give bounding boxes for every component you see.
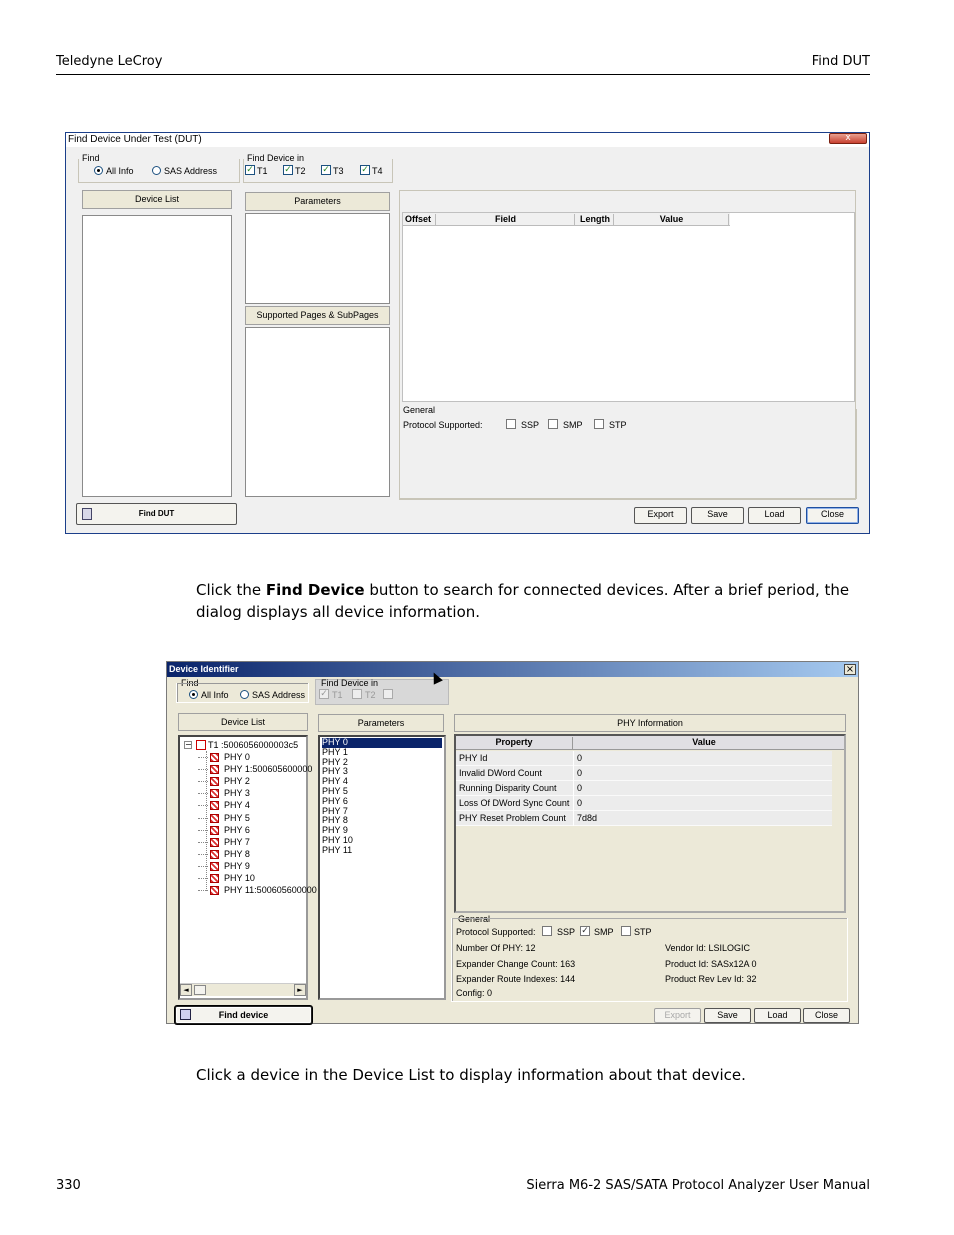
property-cell: PHY Reset Problem Count — [459, 813, 566, 823]
checkbox-ssp[interactable] — [542, 926, 552, 936]
col-value: Value — [692, 737, 716, 747]
paragraph-find-device — [196, 579, 876, 623]
info-product-id: Product Id: SASx12A 0 — [665, 959, 757, 969]
value-cell: 0 — [577, 768, 583, 778]
phy-icon — [210, 753, 219, 762]
checkbox-t3[interactable] — [383, 689, 393, 699]
property-cell: PHY Id — [459, 753, 488, 763]
phy-icon — [210, 826, 219, 835]
tree-item[interactable]: PHY 3 — [224, 788, 250, 799]
cell-divider — [573, 811, 574, 826]
header-right: Find DUT — [811, 54, 870, 69]
property-cell: Running Disparity Count — [459, 783, 557, 793]
parameter-item[interactable]: PHY 6 — [322, 795, 348, 806]
parameter-item[interactable]: PHY 1 — [322, 746, 348, 757]
para1-bold: Find Device — [265, 581, 365, 599]
find-label: Find — [82, 153, 100, 163]
tree-branch — [198, 805, 208, 806]
general-label: General — [458, 914, 491, 924]
field-table[interactable] — [402, 212, 855, 402]
parameter-item[interactable]: PHY 7 — [322, 805, 348, 816]
checkbox-t2[interactable]: ✓ — [284, 165, 292, 175]
value-cell: 0 — [577, 798, 583, 808]
cell-divider — [573, 781, 574, 796]
radio-sas-address[interactable] — [240, 690, 249, 699]
phy-icon — [210, 862, 219, 871]
scroll-thumb[interactable] — [194, 985, 206, 995]
phy-icon — [210, 874, 219, 883]
tree-item[interactable]: PHY 6 — [224, 824, 250, 835]
export-button[interactable]: Export — [654, 1008, 701, 1023]
info-config: Config: 0 — [456, 988, 493, 998]
phy-icon — [210, 886, 219, 895]
para1-pre: Click the — [196, 581, 266, 599]
tree-item[interactable]: PHY 0 — [224, 752, 250, 762]
tree-item[interactable]: PHY 9 — [224, 860, 250, 871]
cell-divider — [573, 751, 574, 766]
value-cell: 7d8d — [577, 813, 598, 823]
parameters-header: Parameters — [318, 714, 444, 732]
tree-branch — [198, 842, 208, 843]
col-field: Field — [437, 214, 575, 226]
header-left: Teledyne LeCroy — [56, 54, 163, 69]
radio-all-info[interactable] — [189, 690, 198, 699]
stp-label: STP — [634, 927, 652, 937]
tree-branch — [198, 878, 208, 879]
find-device-label: Find device — [218, 1010, 269, 1020]
ssp-label: SSP — [557, 927, 576, 937]
phy-icon — [210, 838, 219, 847]
grid-header — [456, 736, 844, 750]
value-cell: 0 — [577, 783, 583, 793]
property-cell: Invalid DWord Count — [459, 768, 542, 778]
col-length: Length — [576, 214, 614, 226]
device-list-header: Device List — [178, 713, 308, 731]
tree-root[interactable]: T1 :5006056000003c5 — [208, 740, 299, 750]
tree-branch — [198, 757, 208, 758]
info-product-rev: Product Rev Lev Id: 32 — [665, 974, 757, 984]
parameter-item[interactable]: PHY 11 — [322, 844, 353, 855]
dialog-title: Device Identifier — [169, 664, 239, 674]
field-table-header — [403, 213, 730, 226]
tree-line — [206, 751, 207, 891]
checkbox-smp[interactable] — [548, 419, 558, 429]
device-list-panel[interactable] — [82, 215, 232, 497]
find-dut-button[interactable] — [76, 503, 237, 525]
supported-pages-header: Supported Pages & SubPages — [245, 306, 390, 325]
tree-item[interactable]: PHY 1:500605600000 — [224, 764, 313, 775]
tree-item[interactable]: PHY 5 — [224, 812, 250, 823]
grid-row[interactable] — [456, 811, 832, 826]
parameter-item[interactable]: PHY 10 — [322, 835, 353, 845]
all-info-label: All Info — [106, 166, 134, 176]
checkbox-t1[interactable]: ✓ — [320, 689, 328, 699]
tree-branch — [198, 818, 208, 819]
device-identifier-dialog — [166, 661, 859, 1024]
find-in-label: Find Device in — [321, 678, 379, 688]
title-bar — [167, 662, 858, 677]
t2-label: T2 — [365, 690, 376, 700]
col-value: Value — [615, 214, 729, 226]
parameter-item[interactable]: PHY 4 — [322, 776, 348, 787]
phy-info-grid[interactable] — [454, 734, 846, 913]
sas-address-label: SAS Address — [164, 166, 218, 176]
device-icon — [196, 740, 206, 750]
checkbox-stp[interactable] — [621, 926, 631, 936]
tree-item[interactable]: PHY 11:500605600000 — [224, 885, 317, 896]
close-button[interactable]: Close — [806, 507, 859, 524]
grid-row[interactable] — [456, 781, 832, 796]
para1-post: button to search for connected devices. After a brief period, the dialog displays all device information. — [196, 581, 850, 621]
checkbox-smp[interactable]: ✓ — [581, 926, 589, 936]
info-num-phy: Number Of PHY: 12 — [456, 943, 536, 953]
protocol-label: Protocol Supported: — [403, 420, 483, 430]
phy-info-header: PHY Information — [454, 714, 846, 732]
tree-branch — [198, 781, 208, 782]
grid-row[interactable] — [456, 796, 832, 811]
t2-label: T2 — [295, 166, 306, 176]
load-button[interactable]: Load — [748, 507, 801, 524]
parameter-item[interactable]: PHY 8 — [322, 815, 348, 826]
parameter-item[interactable]: PHY 5 — [322, 786, 348, 796]
ssp-label: SSP — [521, 420, 540, 430]
load-button[interactable]: Load — [754, 1008, 801, 1023]
parameter-item[interactable]: PHY 2 — [322, 756, 348, 767]
scroll-left-icon[interactable]: ◄ — [180, 984, 192, 996]
all-info-label: All Info — [201, 690, 229, 700]
supported-pages-panel[interactable] — [245, 327, 390, 497]
radio-all-info[interactable] — [94, 166, 103, 175]
tree-branch — [198, 769, 208, 770]
col-property: Property — [456, 737, 573, 749]
checkbox-stp[interactable] — [594, 419, 604, 429]
save-button[interactable]: Save — [691, 507, 744, 524]
info-route-indexes: Expander Route Indexes: 144 — [456, 974, 576, 984]
phy-icon — [210, 850, 219, 859]
parameters-panel[interactable] — [245, 213, 390, 304]
close-icon[interactable]: × — [845, 664, 855, 675]
col-offset: Offset — [405, 214, 436, 226]
find-icon — [180, 1009, 191, 1020]
parameters-header: Parameters — [245, 192, 390, 211]
parameters-list[interactable] — [318, 735, 446, 1000]
find-icon — [82, 508, 92, 520]
t1-label: T1 — [332, 690, 343, 700]
radio-sas-address[interactable] — [152, 166, 161, 175]
t3-label: T3 — [333, 166, 344, 176]
phy-icon — [210, 765, 219, 774]
parameter-item[interactable]: PHY 0 — [322, 738, 442, 748]
find-in-label: Find Device in — [247, 153, 305, 163]
device-list-header: Device List — [82, 190, 232, 209]
grid-row[interactable] — [456, 751, 832, 766]
footer-title: Sierra M6-2 SAS/SATA Protocol Analyzer User Manual — [526, 1178, 870, 1193]
t1-label: T1 — [257, 166, 268, 176]
property-cell: Loss Of DWord Sync Count — [459, 798, 570, 808]
general-label: General — [403, 405, 436, 415]
header-rule — [56, 74, 870, 75]
phy-icon — [210, 789, 219, 798]
page-number: 330 — [56, 1178, 81, 1193]
smp-label: SMP — [594, 927, 614, 937]
tree-item[interactable]: PHY 7 — [224, 836, 250, 847]
find-dut-dialog — [65, 132, 870, 534]
h-scrollbar[interactable] — [180, 983, 306, 996]
scroll-right-icon[interactable]: ► — [294, 984, 306, 996]
close-button[interactable]: Close — [803, 1008, 850, 1023]
tree-branch — [198, 830, 208, 831]
find-device-button[interactable] — [175, 1006, 312, 1024]
parameter-item[interactable]: PHY 3 — [322, 766, 348, 777]
info-vendor-id: Vendor Id: LSILOGIC — [665, 943, 751, 953]
checkbox-t3[interactable]: ✓ — [322, 165, 330, 175]
stp-label: STP — [609, 420, 627, 430]
checkbox-t1[interactable]: ✓ — [246, 165, 254, 175]
checkbox-t4[interactable]: ✓ — [361, 165, 369, 175]
tree-item[interactable]: PHY 2 — [224, 776, 250, 787]
find-label: Find — [181, 678, 199, 688]
checkbox-ssp[interactable] — [506, 419, 516, 429]
expand-icon[interactable]: − — [185, 740, 192, 749]
tree-item[interactable]: PHY 4 — [224, 800, 250, 811]
close-icon[interactable]: x — [829, 133, 867, 144]
parameter-item[interactable]: PHY 9 — [322, 825, 348, 836]
device-list-tree[interactable] — [178, 735, 317, 1000]
cell-divider — [573, 796, 574, 811]
find-dut-label: Find DUT — [138, 509, 175, 518]
tree-branch — [198, 866, 208, 867]
info-change-count: Expander Change Count: 163 — [456, 959, 576, 969]
checkbox-t2[interactable] — [352, 689, 362, 699]
smp-label: SMP — [563, 420, 583, 430]
cell-divider — [573, 766, 574, 781]
value-cell: 0 — [577, 753, 583, 763]
title-bar — [66, 133, 869, 147]
tree-item[interactable]: PHY 8 — [224, 848, 250, 859]
tree-item[interactable]: PHY 10 — [224, 873, 255, 883]
export-button[interactable]: Export — [634, 507, 687, 524]
paragraph-device-list: Click a device in the Device List to display information about that device. — [196, 1066, 746, 1084]
save-button[interactable]: Save — [704, 1008, 751, 1023]
tree-branch — [198, 890, 208, 891]
sas-address-label: SAS Address — [252, 690, 306, 700]
tree-branch — [198, 854, 208, 855]
phy-icon — [210, 814, 219, 823]
phy-icon — [210, 777, 219, 786]
dialog-title: Find Device Under Test (DUT) — [68, 134, 202, 145]
phy-icon — [210, 801, 219, 810]
protocol-label: Protocol Supported: — [456, 927, 536, 937]
tree-branch — [198, 793, 208, 794]
t4-label: T4 — [372, 166, 383, 176]
grid-row[interactable] — [456, 766, 832, 781]
